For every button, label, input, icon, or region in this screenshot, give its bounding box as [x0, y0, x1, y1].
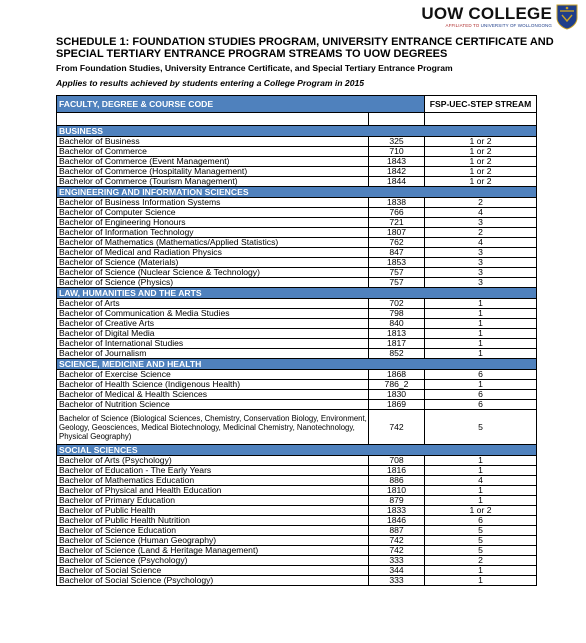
streams-table: [56, 95, 537, 586]
section-title: SOCIAL SCIENCES: [57, 445, 537, 456]
uow-college-logo: [421, 4, 578, 30]
course-code: 1868: [369, 370, 425, 380]
degree-name: Bachelor of Physical and Health Education: [57, 486, 369, 496]
course-code: 847: [369, 248, 425, 258]
stream-value: 2: [425, 556, 537, 566]
course-code: 742: [369, 546, 425, 556]
course-code: 886: [369, 476, 425, 486]
course-code: 333: [369, 556, 425, 566]
table-row: [57, 147, 537, 157]
stream-value: 5: [425, 546, 537, 556]
section-header-row: [57, 126, 537, 137]
stream-value: 1 or 2: [425, 177, 537, 187]
schedule-subtitle: From Foundation Studies, University Entrance Certificate, and Special Tertiary Entrance Program: [56, 63, 453, 73]
degree-name: Bachelor of Arts: [57, 299, 369, 309]
stream-value: 1: [425, 380, 537, 390]
stream-value: 1: [425, 566, 537, 576]
course-code: 1842: [369, 167, 425, 177]
degree-name: Bachelor of Medical & Health Sciences: [57, 390, 369, 400]
course-code: 766: [369, 208, 425, 218]
degree-name: Bachelor of Business Information Systems: [57, 198, 369, 208]
stream-value: 6: [425, 400, 537, 410]
table-row: [57, 228, 537, 238]
stream-value: 1: [425, 329, 537, 339]
stream-value: 1: [425, 466, 537, 476]
table-row: [57, 339, 537, 349]
table-row: [57, 157, 537, 167]
degree-name: Bachelor of Engineering Honours: [57, 218, 369, 228]
stream-value: 1: [425, 339, 537, 349]
course-code: 702: [369, 299, 425, 309]
course-code: 1830: [369, 390, 425, 400]
degree-name: Bachelor of Science (Human Geography): [57, 536, 369, 546]
course-code: 344: [369, 566, 425, 576]
degree-name: Bachelor of Information Technology: [57, 228, 369, 238]
course-code: 852: [369, 349, 425, 359]
course-code: 887: [369, 526, 425, 536]
stream-value: 3: [425, 258, 537, 268]
table-row: [57, 556, 537, 566]
course-code: 1843: [369, 157, 425, 167]
stream-value: 1: [425, 349, 537, 359]
section-header-row: [57, 445, 537, 456]
stream-value: 1: [425, 299, 537, 309]
table-row: [57, 390, 537, 400]
course-code: 757: [369, 268, 425, 278]
degree-name: Bachelor of Social Science (Psychology): [57, 576, 369, 586]
section-header-row: [57, 288, 537, 299]
course-code: 1869: [369, 400, 425, 410]
stream-value: 2: [425, 228, 537, 238]
course-code: 798: [369, 309, 425, 319]
degree-name: Bachelor of Commerce (Hospitality Management): [57, 167, 369, 177]
table-row: [57, 456, 537, 466]
degree-name: Bachelor of Commerce (Event Management): [57, 157, 369, 167]
stream-value: 1 or 2: [425, 137, 537, 147]
course-code: 708: [369, 456, 425, 466]
degree-name: Bachelor of Science (Nuclear Science & Technology): [57, 268, 369, 278]
table-row: [57, 516, 537, 526]
table-row: [57, 466, 537, 476]
degree-name: Bachelor of Computer Science: [57, 208, 369, 218]
degree-name: Bachelor of Commerce (Tourism Management): [57, 177, 369, 187]
degree-name: Bachelor of Nutrition Science: [57, 400, 369, 410]
course-code: 325: [369, 137, 425, 147]
degree-name: Bachelor of Education - The Early Years: [57, 466, 369, 476]
stream-value: 1 or 2: [425, 147, 537, 157]
degree-name: Bachelor of Public Health Nutrition: [57, 516, 369, 526]
stream-value: 4: [425, 238, 537, 248]
stream-value: 3: [425, 218, 537, 228]
section-header-row: [57, 359, 537, 370]
course-code: 1816: [369, 466, 425, 476]
stream-value: 1: [425, 486, 537, 496]
logo-tagline: AFFILIATED TO UNIVERSITY OF WOLLONGONG: [445, 23, 552, 29]
table-row: [57, 410, 537, 445]
header-course: FACULTY, DEGREE & COURSE CODE: [57, 96, 425, 113]
degree-name: Bachelor of Creative Arts: [57, 319, 369, 329]
stream-value: 1: [425, 576, 537, 586]
degree-name: Bachelor of Science (Psychology): [57, 556, 369, 566]
table-row: [57, 496, 537, 506]
table-row: [57, 218, 537, 228]
table-row: [57, 177, 537, 187]
table-row: [57, 238, 537, 248]
table-row: [57, 486, 537, 496]
table-row: [57, 526, 537, 536]
stream-value: 3: [425, 278, 537, 288]
table-row: [57, 380, 537, 390]
degree-name: Bachelor of Primary Education: [57, 496, 369, 506]
table-row: [57, 576, 537, 586]
degree-name: Bachelor of Health Science (Indigenous Health): [57, 380, 369, 390]
table-row: [57, 349, 537, 359]
stream-value: 1: [425, 456, 537, 466]
table-row: [57, 258, 537, 268]
stream-value: 4: [425, 208, 537, 218]
stream-value: 1 or 2: [425, 506, 537, 516]
crest-icon: [556, 4, 578, 30]
course-code: 840: [369, 319, 425, 329]
stream-value: 4: [425, 476, 537, 486]
degree-name: Bachelor of Arts (Psychology): [57, 456, 369, 466]
schedule-title: SCHEDULE 1: FOUNDATION STUDIES PROGRAM, UNIVERSITY ENTRANCE CERTIFICATE AND SPECIAL TERTIARY ENTRANCE PROGRAM STREAMS TO UOW DEGREES: [56, 36, 554, 60]
degree-name: Bachelor of Business: [57, 137, 369, 147]
course-code: 879: [369, 496, 425, 506]
table-row: [57, 299, 537, 309]
course-code: 1844: [369, 177, 425, 187]
course-code: 1833: [369, 506, 425, 516]
header-stream: FSP-UEC-STEP STREAM: [425, 96, 537, 113]
table-row: [57, 208, 537, 218]
course-code: 1853: [369, 258, 425, 268]
course-code: 1817: [369, 339, 425, 349]
degree-name: Bachelor of Digital Media: [57, 329, 369, 339]
stream-value: 1 or 2: [425, 157, 537, 167]
section-header-row: [57, 187, 537, 198]
degree-name: Bachelor of Science (Materials): [57, 258, 369, 268]
course-code: 1813: [369, 329, 425, 339]
table-row: [57, 566, 537, 576]
stream-value: 1: [425, 309, 537, 319]
stream-value: 6: [425, 516, 537, 526]
degree-name: Bachelor of Public Health: [57, 506, 369, 516]
degree-name: Bachelor of Science (Physics): [57, 278, 369, 288]
course-code: 1846: [369, 516, 425, 526]
section-title: ENGINEERING AND INFORMATION SCIENCES: [57, 187, 537, 198]
course-code: 742: [369, 410, 425, 445]
stream-value: 5: [425, 536, 537, 546]
applies-note: Applies to results achieved by students entering a College Program in 2015: [56, 78, 365, 88]
spacer-row: [57, 113, 537, 126]
stream-value: 1: [425, 496, 537, 506]
table-row: [57, 198, 537, 208]
degree-name: Bachelor of Commerce: [57, 147, 369, 157]
course-code: 1810: [369, 486, 425, 496]
table-row: [57, 476, 537, 486]
table-row: [57, 167, 537, 177]
stream-value: 1 or 2: [425, 167, 537, 177]
degree-name: Bachelor of Science (Biological Sciences, Chemistry, Conservation Biology, Environment, Geology, Geosciences, Medical Biotechnology, Medicinal Chemistry, Nanotechnology, Physical Geography): [57, 410, 369, 445]
stream-value: 1: [425, 319, 537, 329]
table-row: [57, 370, 537, 380]
degree-name: Bachelor of Science Education: [57, 526, 369, 536]
section-title: SCIENCE, MEDICINE AND HEALTH: [57, 359, 537, 370]
course-code: 762: [369, 238, 425, 248]
course-code: 1838: [369, 198, 425, 208]
table-row: [57, 319, 537, 329]
section-title: LAW, HUMANITIES AND THE ARTS: [57, 288, 537, 299]
course-code: 786_2: [369, 380, 425, 390]
table-row: [57, 329, 537, 339]
course-code: 742: [369, 536, 425, 546]
degree-name: Bachelor of Mathematics (Mathematics/Applied Statistics): [57, 238, 369, 248]
table-row: [57, 278, 537, 288]
table-row: [57, 137, 537, 147]
degree-name: Bachelor of Communication & Media Studies: [57, 309, 369, 319]
stream-value: 2: [425, 198, 537, 208]
table-row: [57, 506, 537, 516]
course-code: 333: [369, 576, 425, 586]
course-code: 721: [369, 218, 425, 228]
table-row: [57, 546, 537, 556]
table-row: [57, 248, 537, 258]
section-title: BUSINESS: [57, 126, 537, 137]
course-code: 710: [369, 147, 425, 157]
stream-value: 6: [425, 390, 537, 400]
degree-name: Bachelor of Exercise Science: [57, 370, 369, 380]
table-row: [57, 400, 537, 410]
logo-wordmark: UOW COLLEGE: [421, 4, 552, 24]
table-row: [57, 309, 537, 319]
stream-value: 3: [425, 268, 537, 278]
degree-name: Bachelor of Science (Land & Heritage Management): [57, 546, 369, 556]
course-code: 1807: [369, 228, 425, 238]
course-code: 757: [369, 278, 425, 288]
degree-name: Bachelor of Social Science: [57, 566, 369, 576]
table-row: [57, 268, 537, 278]
degree-name: Bachelor of International Studies: [57, 339, 369, 349]
degree-name: Bachelor of Journalism: [57, 349, 369, 359]
stream-value: 3: [425, 248, 537, 258]
stream-value: 5: [425, 410, 537, 445]
table-row: [57, 536, 537, 546]
degree-name: Bachelor of Mathematics Education: [57, 476, 369, 486]
table-header-row: [57, 96, 537, 113]
degree-name: Bachelor of Medical and Radiation Physics: [57, 248, 369, 258]
stream-value: 6: [425, 370, 537, 380]
stream-value: 5: [425, 526, 537, 536]
